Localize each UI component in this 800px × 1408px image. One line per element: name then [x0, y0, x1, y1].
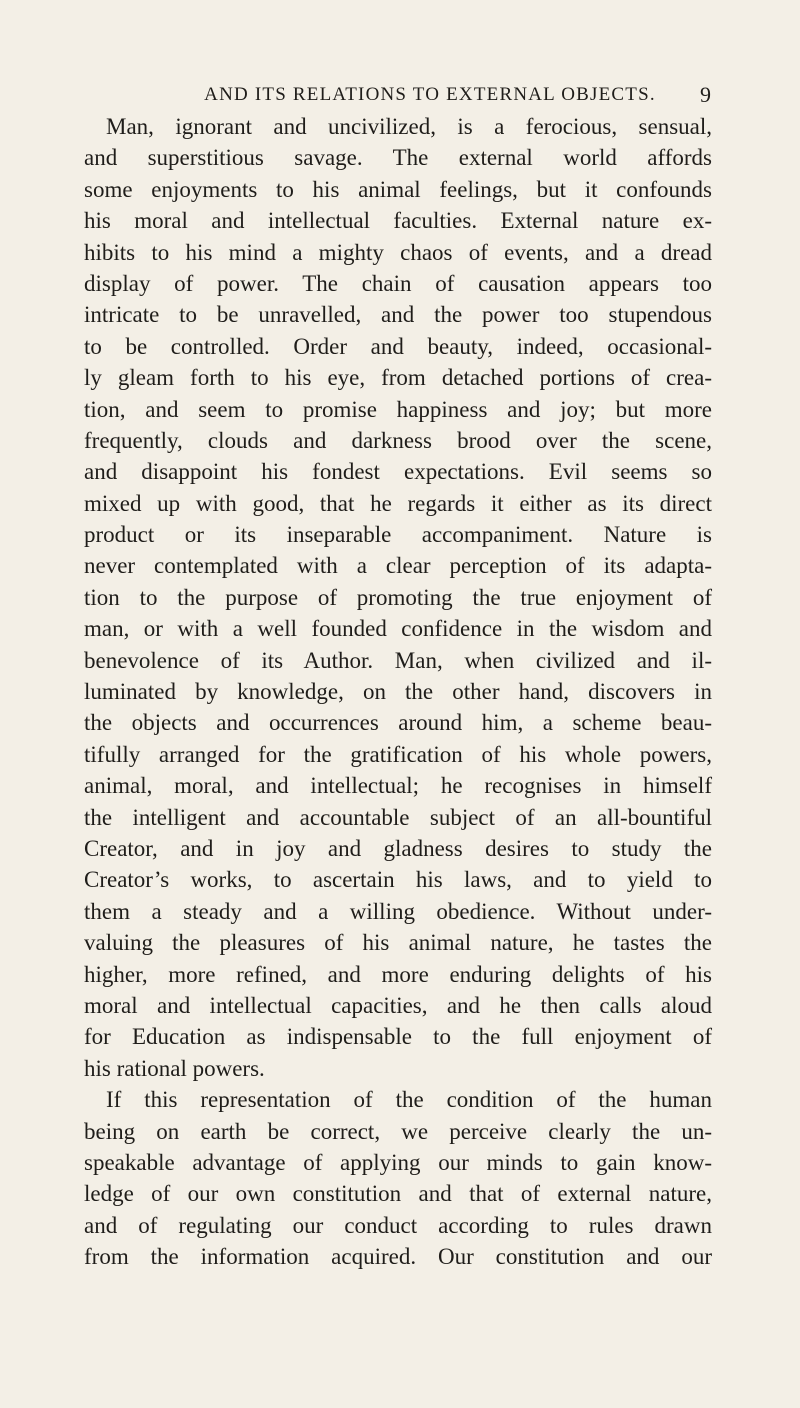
- text-line: benevolence of its Author. Man, when civilized and il-: [84, 647, 712, 673]
- text-line: product or its inseparable accompaniment. Nature is: [84, 522, 712, 548]
- text-line: some enjoyments to his animal feelings, but it confounds: [84, 176, 712, 202]
- running-head: AND ITS RELATIONS TO EXTERNAL OBJECTS.: [204, 84, 656, 105]
- page-number: 9: [700, 82, 711, 107]
- text-line: tion, and seem to promise happiness and joy; but more: [84, 396, 712, 422]
- text-line: and superstitious savage. The external world affords: [84, 145, 712, 171]
- text-line: speakable advantage of applying our minds to gain know-: [84, 1149, 712, 1175]
- text-line: his rational powers.: [84, 1055, 265, 1081]
- text-line: Man, ignorant and uncivilized, is a ferocious, sensual,: [106, 114, 712, 139]
- text-line: man, or with a well founded confidence in the wisdom and: [84, 616, 712, 642]
- text-line: tion to the purpose of promoting the true enjoyment of: [84, 584, 712, 610]
- text-line: the objects and occurrences around him, a scheme beau-: [84, 710, 712, 736]
- text-line: and disappoint his fondest expectations. Evil seems so: [84, 459, 712, 485]
- text-line: never contemplated with a clear perception of its adapta-: [84, 553, 712, 579]
- text-line: being on earth be correct, we perceive clearly the un-: [84, 1118, 712, 1144]
- text-line: hibits to his mind a mighty chaos of events, and a dread: [84, 239, 712, 265]
- text-line: frequently, clouds and darkness brood over the scene,: [84, 427, 712, 453]
- text-line: higher, more refined, and more enduring delights of his: [84, 961, 712, 987]
- text-line: Creator, and in joy and gladness desires to study the: [84, 835, 712, 861]
- text-line: Creator’s works, to ascertain his laws, and to yield to: [84, 867, 712, 893]
- text-line: tifully arranged for the gratification of his whole powers,: [84, 741, 712, 767]
- text-line: intricate to be unravelled, and the power too stupendous: [84, 302, 712, 328]
- text-line: his moral and intellectual faculties. External nature ex-: [84, 208, 712, 234]
- text-line: the intelligent and accountable subject of an all-bountiful: [84, 804, 712, 830]
- text-line: ledge of our own constitution and that of external nature,: [84, 1181, 712, 1207]
- text-line: luminated by knowledge, on the other hand, discovers in: [84, 679, 712, 705]
- text-line: ly gleam forth to his eye, from detached portions of crea-: [84, 365, 712, 391]
- text-line: them a steady and a willing obedience. Without under-: [84, 898, 712, 924]
- text-line: valuing the pleasures of his animal nature, he tastes the: [84, 930, 712, 956]
- text-line: from the information acquired. Our constitution and our: [84, 1244, 712, 1270]
- text-line: display of power. The chain of causation appears too: [84, 270, 712, 296]
- text-line: and of regulating our conduct according to rules drawn: [84, 1212, 712, 1238]
- text-line: to be controlled. Order and beauty, indeed, occasional-: [84, 333, 712, 359]
- body-text: [84, 111, 712, 1272]
- text-line: moral and intellectual capacities, and he then calls aloud: [84, 992, 712, 1018]
- text-line: mixed up with good, that he regards it either as its direct: [84, 490, 712, 516]
- text-line: animal, moral, and intellectual; he recognises in himself: [84, 773, 712, 799]
- text-line: for Education as indispensable to the full enjoyment of: [84, 1024, 712, 1050]
- text-line: If this representation of the condition of the human: [106, 1087, 712, 1113]
